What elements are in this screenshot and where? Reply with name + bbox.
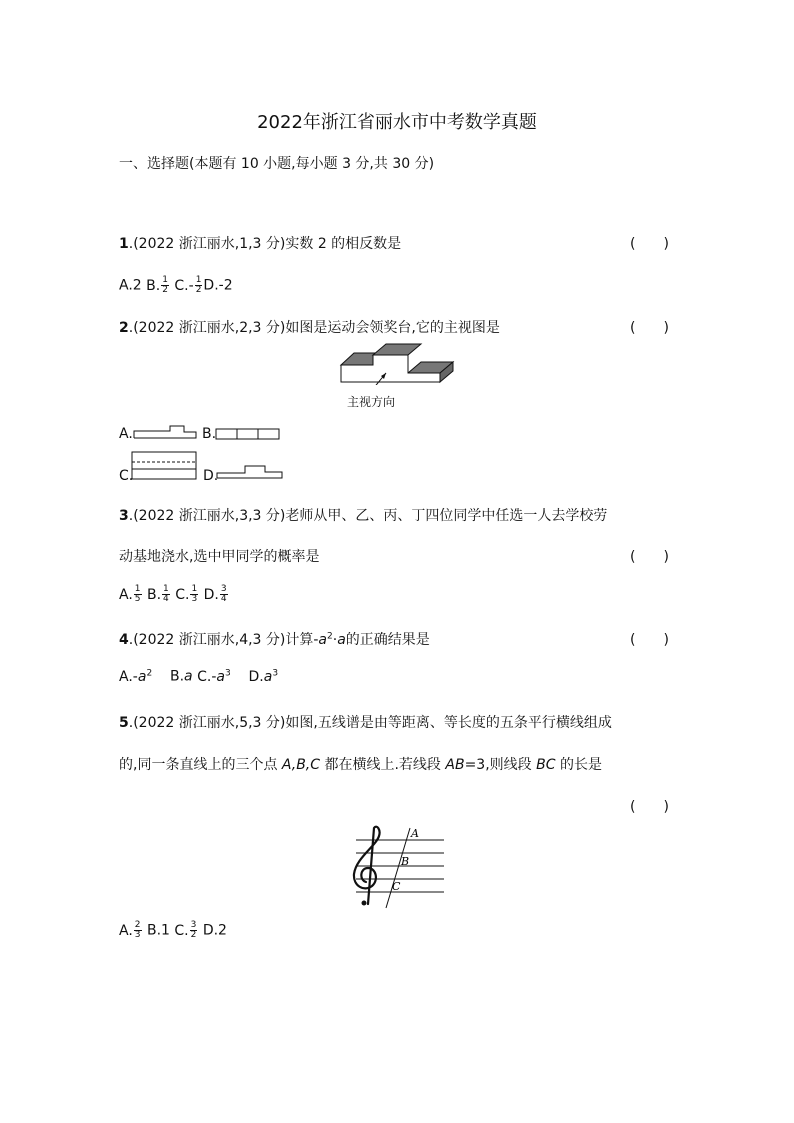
answer-paren: ( ): [630, 549, 669, 565]
fraction: $\frac{2}{3}$: [134, 920, 141, 940]
question-3: [119, 505, 607, 525]
question-5-line2: 的,同一条直线上的三个点 A,B,C 都在横线上.若线段 AB=3,则线段 BC 的长是: [119, 757, 602, 773]
answer-paren: ( ): [630, 320, 669, 336]
option-c: C.: [119, 468, 134, 484]
option-c: C. $\frac{1}{3}$: [175, 584, 198, 604]
option-d: D. $\frac{3}{4}$: [203, 584, 227, 604]
option-a: A.: [119, 426, 133, 442]
question-text: .(2022 浙江丽水,2,3 分)如图是运动会领奖台,它的主视图是: [128, 320, 500, 336]
answer-paren: ( ): [630, 799, 669, 815]
option-b: B.1: [146, 922, 170, 939]
fraction: $\frac{1}{2}$: [162, 275, 168, 295]
question-2: [119, 317, 500, 337]
question-5: [119, 712, 612, 732]
question-3-options: [119, 585, 229, 604]
fraction: $\frac{3}{2}$: [190, 920, 197, 940]
fraction: $\frac{1}{3}$: [191, 584, 198, 604]
section-heading: 一、选择题(本题有 10 小题,每小题 3 分,共 30 分): [119, 156, 435, 172]
option-d: D.2: [202, 922, 227, 939]
question-number: 4: [119, 632, 129, 648]
option-b: B.a: [169, 668, 193, 685]
option-a: A. $\frac{2}{3}$: [119, 920, 141, 940]
option-b: B. $\frac{1}{4}$: [146, 584, 169, 604]
option-a: A. $\frac{1}{5}$: [119, 584, 141, 604]
option-b: B.: [202, 426, 217, 442]
question-1: [119, 233, 401, 253]
question-text: .(2022 浙江丽水,5,3 分)如图,五线谱是由等距离、等长度的五条平行横线组成: [128, 715, 612, 731]
option-b: B. $\frac{1}{2}$: [146, 275, 168, 295]
podium-figure: [338, 343, 458, 385]
option-a: A.2: [119, 277, 142, 294]
question-number: 1: [119, 236, 129, 252]
question-1-options: [119, 276, 233, 295]
option-d: D.: [203, 468, 219, 484]
option-c: $C.-a^3$: [197, 668, 231, 685]
option-c: C.- $\frac{1}{2}$: [174, 275, 202, 295]
figure-caption: 主视方向: [347, 395, 396, 409]
answer-paren: ( ): [630, 632, 669, 648]
staff-figure: [346, 824, 448, 910]
question-number: 5: [119, 715, 129, 731]
option-a: $A.-a^2$: [119, 668, 153, 685]
option-d: $D.a^3$: [248, 668, 279, 685]
question-3-line2: 动基地浇水,选中甲同学的概率是: [119, 549, 320, 565]
page-title: 2022年浙江省丽水市中考数学真题: [257, 112, 537, 133]
point-c-label: C: [392, 880, 401, 893]
point-b-label: B: [401, 855, 410, 868]
question-4: 4.(2022 浙江丽水,4,3 分)计算$-a^2\cdot a$的正确结果是: [119, 631, 430, 648]
answer-paren: ( ): [630, 236, 669, 252]
question-number: 3: [119, 508, 129, 524]
question-text: .(2022 浙江丽水,1,3 分)实数 2 的相反数是: [128, 236, 402, 252]
option-c: C. $\frac{3}{2}$: [174, 920, 197, 940]
fraction: $\frac{1}{2}$: [195, 275, 202, 295]
option-d: D.-2: [203, 277, 233, 294]
fraction: $\frac{1}{4}$: [163, 584, 169, 604]
question-text: .(2022 浙江丽水,3,3 分)老师从甲、乙、丙、丁四位同学中任选一人去学校劳: [128, 508, 608, 524]
option-c-figure: [131, 451, 199, 481]
question-5-options: [119, 921, 227, 940]
fraction: $\frac{1}{5}$: [134, 584, 141, 604]
question-number: 2: [119, 320, 129, 336]
fraction: $\frac{3}{4}$: [220, 584, 227, 604]
option-d-figure: [216, 463, 284, 481]
option-a-figure: [133, 424, 199, 440]
question-4-options: [119, 668, 278, 685]
point-a-label: A: [411, 827, 419, 840]
option-b-figure: [215, 428, 281, 442]
